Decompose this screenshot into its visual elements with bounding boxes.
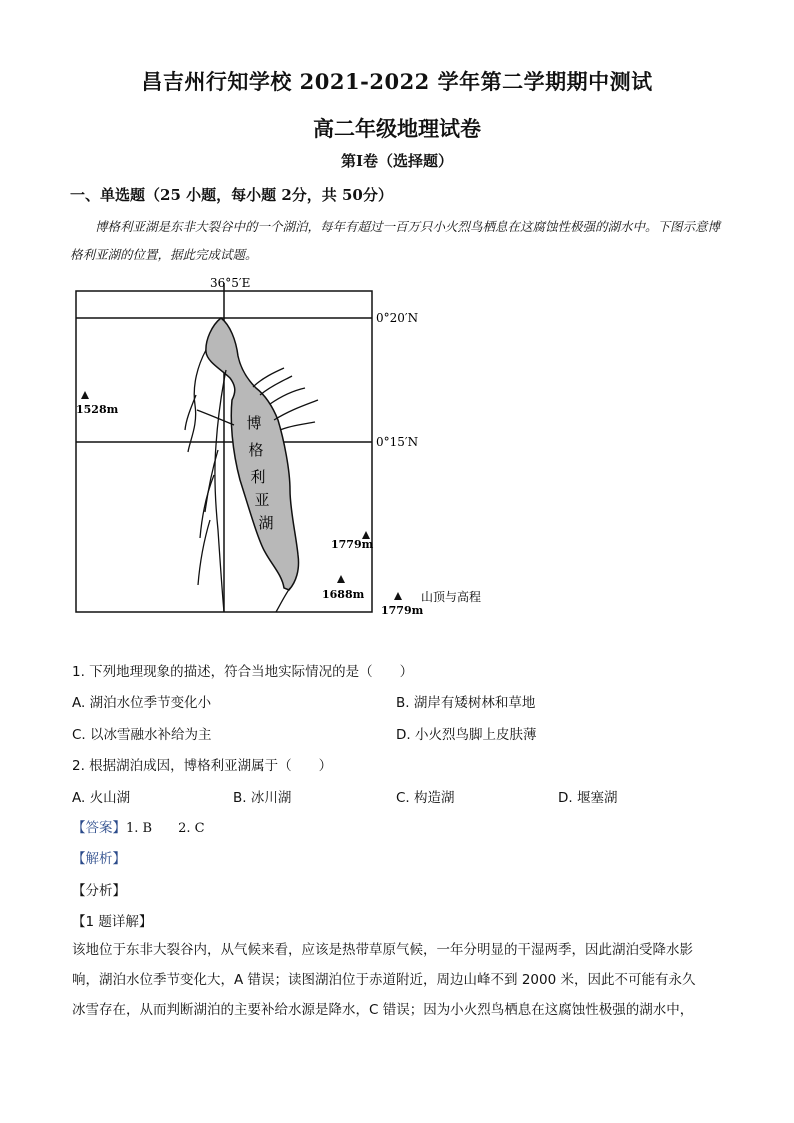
lake-char-5: 湖 bbox=[258, 514, 274, 532]
peak-label-1528: 1528m bbox=[76, 403, 119, 416]
detail-paragraph bbox=[72, 935, 722, 1025]
peak-icon bbox=[81, 391, 89, 399]
q2-option-b: B. 冰川湖 bbox=[233, 790, 292, 806]
q2-option-a: A. 火山湖 bbox=[72, 790, 131, 806]
section-heading: 一、单选题（25 小题，每小题 2分，共 50分） bbox=[70, 186, 393, 204]
lon-label: 36°5′E bbox=[210, 276, 251, 290]
analysis-label: 【解析】 bbox=[72, 851, 126, 867]
peak-label-1779-a: 1779m bbox=[331, 538, 374, 551]
q1-option-c: C. 以冰雪融水补给为主 bbox=[72, 727, 212, 743]
exam-title: 昌吉州行知学校 2021-2022 学年第二学期期中测试 bbox=[141, 69, 653, 94]
peak-icon bbox=[337, 575, 345, 583]
q1-option-b: B. 湖岸有矮树林和草地 bbox=[396, 695, 536, 711]
lat-label-15: 0°15′N bbox=[376, 435, 419, 449]
detail-label: 【1 题详解】 bbox=[72, 914, 153, 930]
lat-label-20: 0°20′N bbox=[376, 311, 419, 325]
answer-line bbox=[72, 816, 205, 836]
answer-value: 1. B 2. C bbox=[126, 821, 205, 836]
answer-label: 【答案】 bbox=[72, 820, 126, 836]
part-heading: 第Ⅰ卷（选择题） bbox=[340, 152, 454, 170]
detail-line: 该地位于东非大裂谷内，从气候来看，应该是热带草原气候，一年分明显的干湿两季，因此湖泊受降水影 bbox=[72, 942, 693, 958]
q1-option-a: A. 湖泊水位季节变化小 bbox=[72, 695, 212, 711]
lake-char-4: 亚 bbox=[254, 491, 270, 509]
question-1-stem: 1. 下列地理现象的描述，符合当地实际情况的是（ ） bbox=[72, 664, 414, 680]
lake-char-2: 格 bbox=[248, 441, 264, 459]
legend-label: 山顶与高程 bbox=[421, 590, 482, 604]
question-2-stem: 2. 根据湖泊成因，博格利亚湖属于（ ） bbox=[72, 758, 333, 774]
detail-line: 冰雪存在，从而判断湖泊的主要补给水源是降水，C 错误；因为小火烈鸟栖息在这腐蚀性极强的湖水中， bbox=[72, 1002, 694, 1018]
exam-subtitle: 高二年级地理试卷 bbox=[313, 116, 481, 141]
detail-line: 响，湖泊水位季节变化大，A 错误；读图湖泊位于赤道附近，周边山峰不到 2000 米，因此不可能有永久 bbox=[72, 972, 696, 988]
intro-paragraph: 博格利亚湖是东非大裂谷中的一个湖泊，每年有超过一百万只小火烈鸟栖息在这腐蚀性极强的湖水中。下图示意博格利亚湖的位置，据此完成试题。 bbox=[70, 219, 721, 262]
lake-char-1: 博 bbox=[246, 414, 262, 432]
q2-option-c: C. 构造湖 bbox=[396, 790, 455, 806]
fenxi-label: 【分析】 bbox=[72, 883, 126, 899]
q2-option-d: D. 堰塞湖 bbox=[558, 790, 618, 806]
peak-label-1779-b: 1779m bbox=[381, 604, 424, 617]
legend-peak-icon bbox=[394, 592, 402, 600]
q1-option-d: D. 小火烈鸟脚上皮肤薄 bbox=[396, 727, 537, 743]
lake-char-3: 利 bbox=[250, 468, 266, 486]
lake-map bbox=[0, 270, 794, 625]
peak-label-1688: 1688m bbox=[322, 588, 365, 601]
